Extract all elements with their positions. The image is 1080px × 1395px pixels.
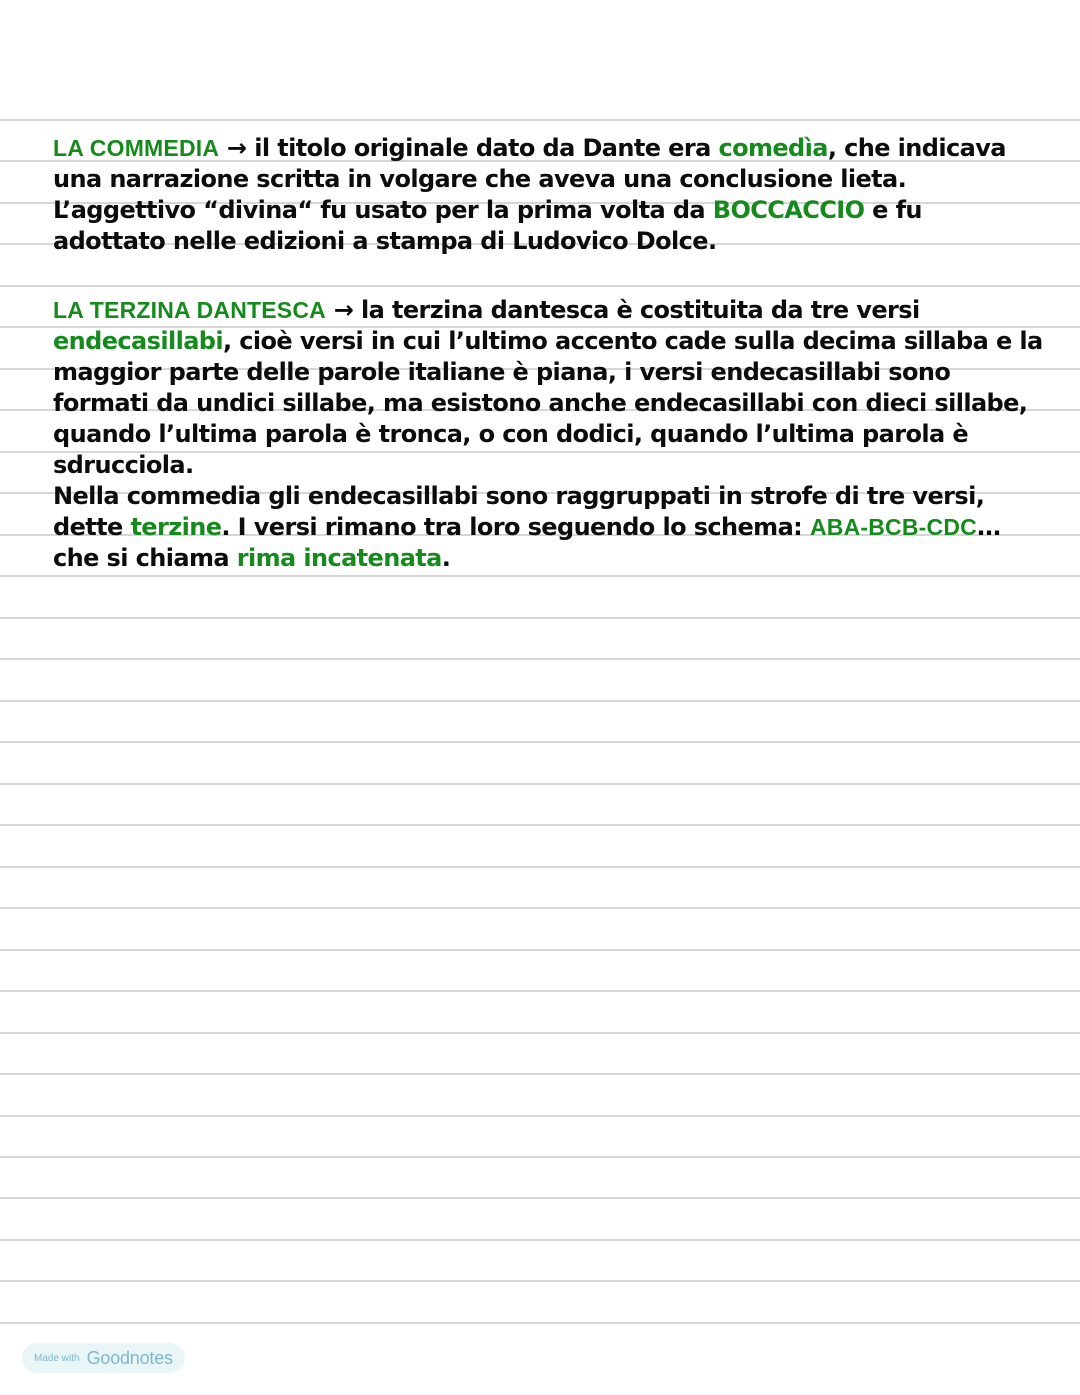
- ruled-line: [0, 1156, 1080, 1158]
- note-text: L’aggettivo “divina“ fu usato per la prima volta da: [53, 196, 713, 224]
- highlighted-term: terzine: [130, 513, 222, 541]
- note-text: il titolo originale dato da Dante era: [254, 134, 719, 162]
- note-line: [53, 226, 1033, 257]
- ruled-line: [0, 907, 1080, 909]
- highlighted-term: comedìa: [718, 134, 828, 162]
- note-line: [53, 357, 1033, 388]
- ruled-line: [0, 741, 1080, 743]
- note-line: [53, 388, 1033, 419]
- note-text: . I versi rimano tra loro seguendo lo schema:: [221, 513, 810, 541]
- ruled-line: [0, 1073, 1080, 1075]
- note-line: [53, 481, 1033, 512]
- section-heading: LA COMMEDIA: [53, 135, 220, 161]
- note-line: [53, 326, 1043, 357]
- note-text: Nella commedia gli endecasillabi sono raggruppati in strofe di tre versi,: [53, 482, 985, 510]
- ruled-line: [0, 866, 1080, 868]
- note-text: , cioè versi in cui l’ultimo accento cade sulla decima sillaba e la: [223, 327, 1043, 355]
- note-text: la terzina dantesca è costituita da tre versi: [361, 296, 920, 324]
- highlighted-term: ABA-BCB-CDC: [809, 514, 977, 540]
- ruled-line: [0, 617, 1080, 619]
- note-text: quando l’ultima parola è tronca, o con dodici, quando l’ultima parola è: [53, 420, 969, 448]
- ruled-line: [0, 119, 1080, 121]
- made-with-goodnotes-badge[interactable]: [22, 1343, 185, 1373]
- ruled-line: [0, 990, 1080, 992]
- note-text: , che indicava: [827, 134, 1006, 162]
- arrow-right-icon: →: [219, 134, 255, 162]
- section-heading: LA TERZINA DANTESCA: [53, 297, 326, 323]
- ruled-line: [0, 1280, 1080, 1282]
- note-text: e fu: [864, 196, 922, 224]
- note-text: …: [976, 513, 1001, 541]
- note-text: adottato nelle edizioni a stampa di Ludovico Dolce.: [53, 227, 717, 255]
- badge-prefix: Made with: [34, 1352, 80, 1364]
- ruled-line: [0, 949, 1080, 951]
- ruled-line: [0, 1032, 1080, 1034]
- ruled-line: [0, 700, 1080, 702]
- note-text: che si chiama: [53, 544, 237, 572]
- note-line: [53, 164, 1033, 195]
- highlighted-term: rima incatenata: [236, 544, 442, 572]
- ruled-line: [0, 824, 1080, 826]
- note-text: dette: [53, 513, 131, 541]
- note-text: .: [441, 544, 451, 572]
- highlighted-term: endecasillabi: [53, 327, 224, 355]
- note-line: [53, 295, 1033, 326]
- arrow-right-icon: →: [325, 296, 362, 324]
- goodnotes-logo-text: Goodnotes: [86, 1347, 173, 1368]
- note-line: [53, 419, 1033, 450]
- note-text: maggior parte delle parole italiane è piana, i versi endecasillabi sono: [53, 358, 951, 386]
- note-line: [53, 543, 1033, 574]
- highlighted-term: BOCCACCIO: [712, 196, 865, 224]
- ruled-line: [0, 285, 1080, 287]
- ruled-line: [0, 1322, 1080, 1324]
- ruled-line: [0, 783, 1080, 785]
- ruled-line: [0, 1197, 1080, 1199]
- note-text: una narrazione scritta in volgare che aveva una conclusione lieta.: [53, 165, 907, 193]
- ruled-line: [0, 658, 1080, 660]
- section-la-commedia: [53, 133, 1033, 257]
- ruled-line: [0, 1115, 1080, 1117]
- ruled-line: [0, 1239, 1080, 1241]
- section-la-terzina-dantesca: [53, 295, 1043, 574]
- note-line: [53, 133, 1033, 164]
- note-line: [53, 195, 1033, 226]
- note-line: [53, 450, 1033, 481]
- note-text: formati da undici sillabe, ma esistono anche endecasillabi con dieci sillabe,: [53, 389, 1028, 417]
- note-text: sdrucciola.: [53, 451, 194, 479]
- ruled-line: [0, 575, 1080, 577]
- note-line: [53, 512, 1033, 543]
